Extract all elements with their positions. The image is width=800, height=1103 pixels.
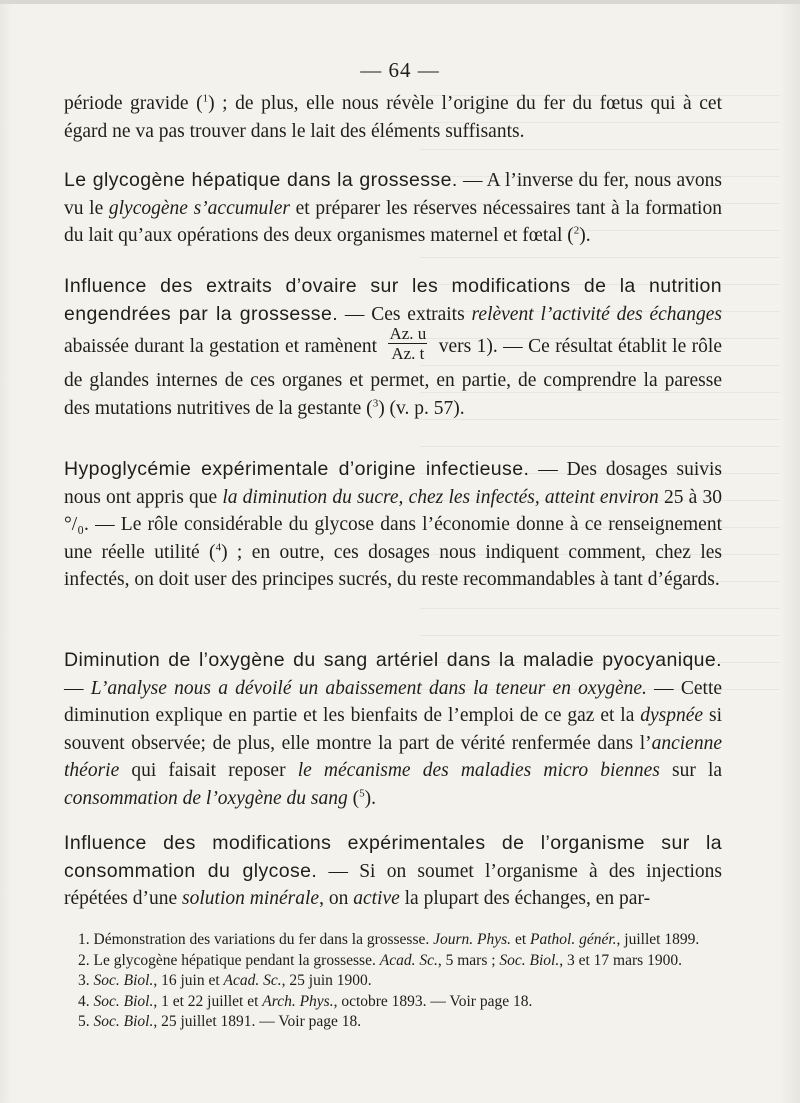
footnote-italic: Acad. Sc. [379, 951, 438, 969]
footnote-ref: 5 [359, 787, 365, 799]
footnote-text: , 1 et 22 juillet et [153, 992, 263, 1010]
paragraph-hypoglycemie [64, 456, 722, 594]
footnote-ref: 2 [573, 224, 580, 237]
footnote-number: 4. [78, 992, 90, 1010]
footnote-text: , 25 juin 1900. [281, 972, 372, 989]
footnote [64, 1012, 728, 1033]
section-heading: Hypoglycémie expérimentale d’origine infectieuse. [64, 458, 530, 480]
footnote [64, 971, 728, 992]
footnote-text: Le glycogène hépatique pendant la grossesse. [93, 951, 380, 969]
text-run: — Si on soumet l’organisme à des injections répétées d’une [64, 860, 722, 909]
footnote-italic: Journ. Phys. [433, 931, 512, 948]
text-run: — Des dosages suivis nous ont appris que [64, 459, 723, 508]
text-run: qui faisait reposer [119, 760, 298, 781]
footnote-text: , 16 juin et [153, 972, 224, 989]
text-run: sur la [659, 760, 723, 781]
fraction-denominator: Az. t [391, 344, 425, 363]
footnote-italic: Acad. Sc. [223, 972, 282, 989]
footnote-italic: Arch. Phys. [262, 992, 334, 1010]
footnote-italic: Soc. Biol. [93, 1013, 154, 1030]
text-run: ) ; de plus, elle nous révèle l’origine du fer du fœtus qui à cet égard ne va pas trouver dans le lait des éléments suffisants. [64, 93, 723, 142]
page-number: — 64 — [360, 58, 440, 82]
footnote [64, 930, 728, 951]
text-run: si souvent observée; de plus, elle montre la part de vérité renfermée dans l’ [64, 705, 722, 754]
text-run: ) ; en outre, ces dosages nous indiquent comment, chez les infectés, on doit user des principes sucrés, du reste recommandables à tant d’égards. [64, 541, 722, 590]
text-run: 25 à 30 °/₀. — Le rôle considérable du glycose dans l’économie donne à ce renseignement une réelle utilité ( [64, 486, 722, 563]
footnote-ref: 3 [372, 397, 379, 409]
text-run: la plupart des échanges, en par- [399, 888, 651, 909]
footnote-text: , 25 juillet 1891. — Voir page 18. [153, 1013, 362, 1030]
italic-run: consommation de l’oxygène du sang [64, 787, 348, 809]
section-heading: Le glycogène hépatique dans la grossesse. [64, 169, 458, 191]
footnote-italic: Pathol. génér. [530, 931, 617, 948]
footnote-text: , 3 et 17 mars 1900. [559, 951, 682, 969]
italic-run: active [353, 888, 400, 909]
footnotes [64, 930, 728, 1033]
footnote-number: 2. [78, 951, 90, 969]
paragraph-oxygene [64, 647, 722, 812]
page-edge [0, 0, 800, 4]
italic-run: la diminution du sucre, chez les infectés, atteint environ [222, 486, 659, 508]
paragraph-1 [64, 90, 722, 145]
footnote-italic: Soc. Biol. [93, 992, 154, 1010]
fraction [388, 324, 427, 363]
section-heading: Diminution de l’oxygène du sang artériel dans la maladie pyocyanique. [64, 649, 722, 671]
text-run: ). [579, 225, 591, 246]
italic-run: dyspnée [640, 705, 704, 726]
text-run: ) (v. p. 57). [378, 397, 465, 419]
footnote-ref: 4 [215, 541, 222, 553]
text-run: période gravide ( [64, 93, 203, 114]
text-run: — [64, 677, 91, 699]
italic-run: le mécanisme des maladies micro biennes [297, 760, 660, 781]
fraction-numerator: Az. u [389, 324, 427, 343]
italic-run: solution minérale [182, 888, 320, 909]
footnote-italic: Soc. Biol. [499, 951, 560, 969]
footnote-italic: Soc. Biol. [93, 972, 154, 989]
footnote-ref: 1 [202, 92, 209, 105]
text-run: — Cette diminution explique en partie et les bienfaits de l’emploi de ce gaz et la [64, 677, 723, 726]
text-run: et préparer les réserves nécessaires tant à la formation du lait qu’aux opérations des deux organismes maternel et fœtal ( [64, 197, 722, 246]
footnote-text: , juillet 1899. [616, 931, 700, 948]
text-run: ( [347, 787, 360, 809]
italic-run: L’analyse nous a dévoilé un abaissement dans la teneur en oxygène. [90, 677, 647, 699]
text-run: ). [364, 787, 377, 809]
paragraph-glycogene [64, 167, 722, 250]
footnote-number: 3. [78, 972, 90, 989]
footnote-number: 5. [78, 1013, 90, 1030]
italic-run: ancienne théorie [64, 732, 722, 781]
paragraph-ovaire [64, 273, 722, 422]
section-heading: Influence des extraits d’ovaire sur les modifications de la nutrition engendrées par la grossesse. [64, 275, 722, 325]
footnote-text: , 5 mars ; [437, 951, 500, 969]
section-heading: Influence des modifications expérimentales de l’organisme sur la consommation du glycose. [64, 832, 722, 882]
footnote-number: 1. [78, 931, 90, 948]
footnote-text: , octobre 1893. — Voir page 18. [333, 992, 533, 1010]
italic-run: relèvent l’activité des échanges [471, 303, 722, 325]
text-run: , on [319, 888, 354, 909]
footnote [64, 951, 728, 972]
text-run: — Ces extraits [338, 303, 472, 325]
footnote-text: Démonstration des variations du fer dans la grossesse. [93, 931, 434, 948]
text-run: abaissée durant la gestation et ramènent [64, 335, 383, 357]
text-run: — A l’inverse du fer, nous avons vu le [64, 170, 722, 219]
footnote [64, 992, 728, 1013]
footnote-text: et [511, 931, 530, 948]
text-run: vers 1). — Ce résultat établit le rôle de glandes internes de ces organes et permet, en partie, de comprendre la paresse des mutations nutritives de la gestante ( [64, 335, 722, 419]
italic-run: glycogène s’accumuler [108, 197, 290, 219]
paragraph-glycose [64, 830, 722, 913]
